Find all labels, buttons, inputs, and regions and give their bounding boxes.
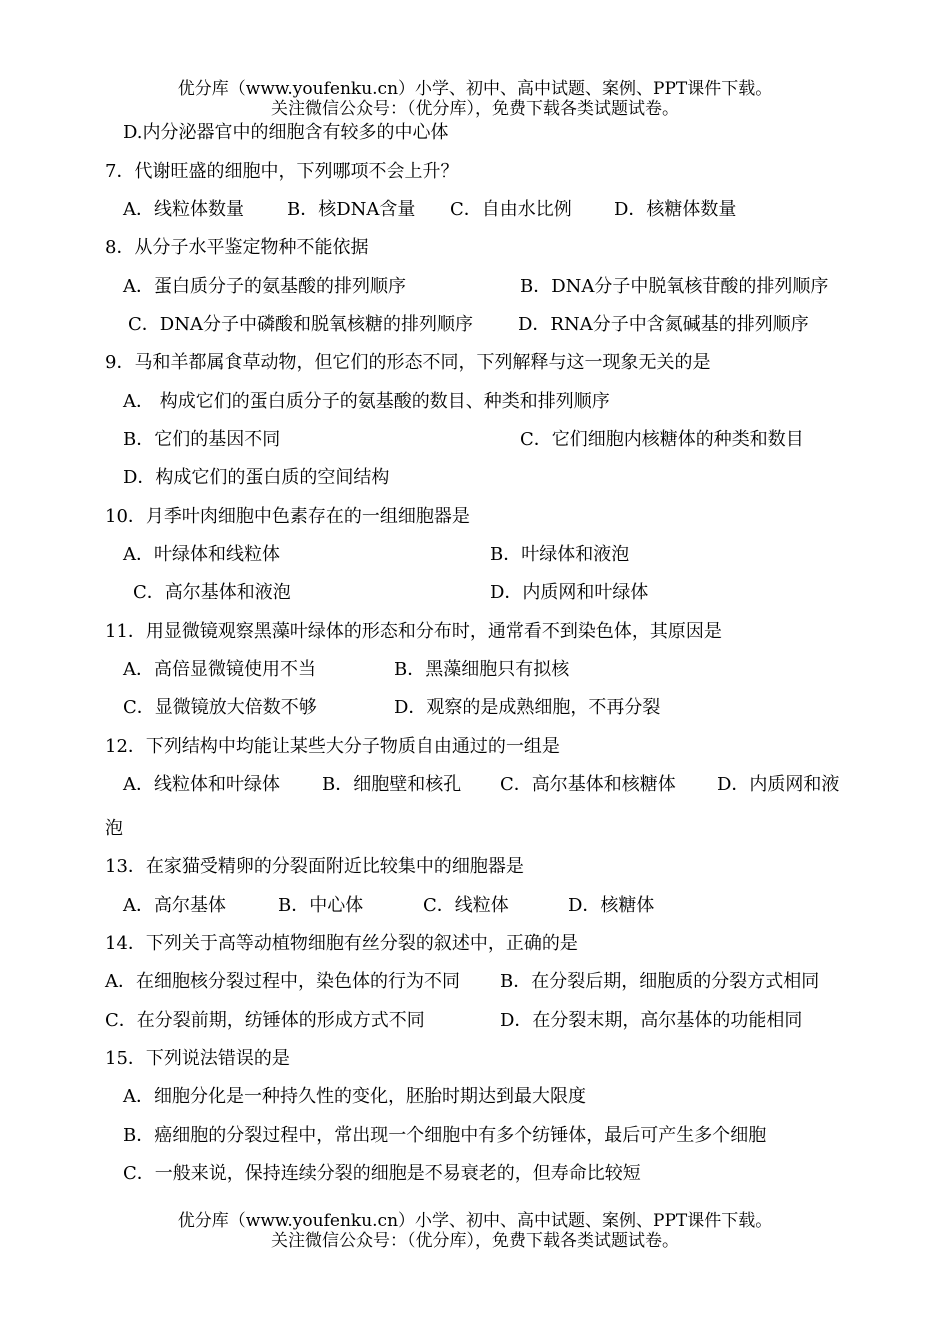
q8-option-c: C．DNA分子中磷酸和脱氧核糖的排列顺序 xyxy=(128,314,473,335)
q8-option-a: A．蛋白质分子的氨基酸的排列顺序 xyxy=(123,276,406,297)
q11-option-a: A．高倍显微镜使用不当 xyxy=(123,659,316,680)
q8-option-d: D．RNA分子中含氮碱基的排列顺序 xyxy=(518,314,809,335)
q7-option-d: D．核糖体数量 xyxy=(614,199,737,220)
footer-line-1: 优分库（www.youfenku.cn）小学、初中、高中试题、案例、PPT课件下载。 xyxy=(177,1211,773,1231)
q12-option-d: D．内质网和液 xyxy=(717,774,840,795)
q7-option-c: C．自由水比例 xyxy=(450,199,572,220)
q12-option-c: C．高尔基体和核糖体 xyxy=(500,774,676,795)
q15-option-c: C．一般来说，保持连续分裂的细胞是不易衰老的，但寿命比较短 xyxy=(123,1163,641,1184)
q11-option-c: C．显微镜放大倍数不够 xyxy=(123,697,317,718)
q11-option-b: B．黑藻细胞只有拟核 xyxy=(394,659,570,680)
q9-option-b: B．它们的基因不同 xyxy=(123,429,281,450)
q10-option-b: B．叶绿体和液泡 xyxy=(490,544,630,565)
q13-option-a: A．高尔基体 xyxy=(123,895,226,916)
q12-option-b: B．细胞壁和核孔 xyxy=(322,774,462,795)
q10-stem: 10．月季叶肉细胞中色素存在的一组细胞器是 xyxy=(105,506,470,527)
q10-option-a: A．叶绿体和线粒体 xyxy=(123,544,280,565)
q11-option-d: D．观察的是成熟细胞，不再分裂 xyxy=(394,697,661,718)
q15-stem: 15．下列说法错误的是 xyxy=(105,1048,290,1069)
q13-option-b: B．中心体 xyxy=(278,895,364,916)
q9-option-c: C．它们细胞内核糖体的种类和数目 xyxy=(520,429,804,450)
q7-option-a: A．线粒体数量 xyxy=(123,199,244,220)
q10-option-c: C．高尔基体和液泡 xyxy=(133,582,291,603)
q12-option-a: A．线粒体和叶绿体 xyxy=(123,774,280,795)
q13-stem: 13．在家猫受精卵的分裂面附近比较集中的细胞器是 xyxy=(105,856,524,877)
q13-option-c: C．线粒体 xyxy=(423,895,509,916)
header-line-1: 优分库（www.youfenku.cn）小学、初中、高中试题、案例、PPT课件下载。 xyxy=(177,79,773,99)
q14-stem: 14．下列关于高等动植物细胞有丝分裂的叙述中，正确的是 xyxy=(105,933,578,954)
q6-option-d: D.内分泌器官中的细胞含有较多的中心体 xyxy=(123,122,449,143)
q14-option-c: C．在分裂前期，纺锤体的形成方式不同 xyxy=(105,1010,425,1031)
q9-stem: 9．马和羊都属食草动物，但它们的形态不同，下列解释与这一现象无关的是 xyxy=(105,352,711,373)
q12-option-d-continued: 泡 xyxy=(105,818,123,839)
q8-option-b: B．DNA分子中脱氧核苷酸的排列顺序 xyxy=(520,276,829,297)
q15-option-a: A．细胞分化是一种持久性的变化，胚胎时期达到最大限度 xyxy=(123,1086,586,1107)
q11-stem: 11．用显微镜观察黑藻叶绿体的形态和分布时，通常看不到染色体，其原因是 xyxy=(105,621,722,642)
q14-option-d: D．在分裂末期，高尔基体的功能相同 xyxy=(500,1010,803,1031)
q9-option-a: A． 构成它们的蛋白质分子的氨基酸的数目、种类和排列顺序 xyxy=(123,391,610,412)
q7-stem: 7．代谢旺盛的细胞中，下列哪项不会上升？ xyxy=(105,161,459,182)
q12-stem: 12．下列结构中均能让某些大分子物质自由通过的一组是 xyxy=(105,736,560,757)
footer-line-2: 关注微信公众号：（优分库），免费下载各类试题试卷。 xyxy=(271,1231,679,1251)
q9-option-d: D．构成它们的蛋白质的空间结构 xyxy=(123,467,390,488)
q8-stem: 8．从分子水平鉴定物种不能依据 xyxy=(105,237,369,258)
q10-option-d: D．内质网和叶绿体 xyxy=(490,582,649,603)
q15-option-b: B．癌细胞的分裂过程中，常出现一个细胞中有多个纺锤体，最后可产生多个细胞 xyxy=(123,1125,767,1146)
q7-option-b: B．核DNA含量 xyxy=(287,199,416,220)
header-line-2: 关注微信公众号：（优分库），免费下载各类试题试卷。 xyxy=(271,99,679,119)
q14-option-b: B．在分裂后期，细胞质的分裂方式相同 xyxy=(500,971,820,992)
q14-option-a: A．在细胞核分裂过程中，染色体的行为不同 xyxy=(105,971,460,992)
q13-option-d: D．核糖体 xyxy=(568,895,655,916)
